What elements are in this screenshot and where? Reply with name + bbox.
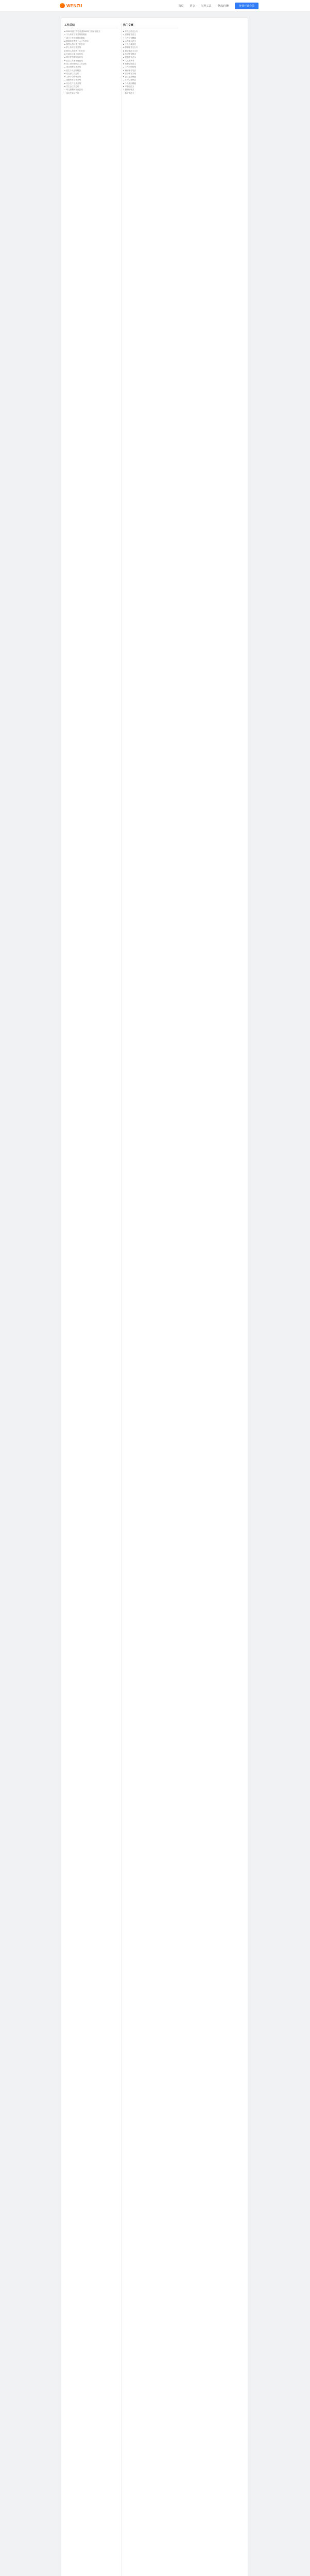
list-item-label: 学生会工作总结 [66,86,79,88]
top-nav [179,3,259,9]
left-article-list [64,30,119,95]
list-item[interactable] [123,92,178,95]
bullet-icon [64,44,65,45]
bullet-icon [123,86,124,87]
bullet-icon [123,57,124,58]
logo-mark-icon [60,3,65,8]
bullet-icon [123,80,124,81]
nav-tools[interactable]: 写作工具 [201,5,212,8]
bullet-icon [64,93,65,94]
list-item-label: 行政办公室工作总结 [66,53,83,56]
list-item-label: 学习心得体会 [125,79,136,81]
bullet-icon [123,67,124,68]
list-item-label: 述职报告开头 [125,56,136,59]
bullet-icon [123,41,124,42]
list-item-label: 部门工作总结报告模板 [66,37,85,39]
list-item-label: 工作总结结尾 [125,66,136,69]
bullet-icon [123,35,124,36]
bullet-icon [123,50,124,52]
bullet-icon [64,73,65,74]
list-item-label: 销售人员月度工作总结 [66,43,85,46]
list-item-label: 入党申请书 [125,59,134,62]
vip-button[interactable]: 免费开通会员 [235,3,259,9]
bullet-icon [64,50,65,52]
bullet-icon [123,70,124,71]
list-item-label: 调研报告写法 [125,69,136,72]
bullet-icon [123,31,124,32]
main-content [61,18,248,2576]
left-column [64,23,119,95]
bullet-icon [64,47,65,48]
site-logo[interactable] [60,3,82,8]
list-item-label: 人事专员年终总结 [66,76,81,78]
list-item-label: 会议纪要模板 [125,76,136,78]
bullet-icon [64,83,65,84]
bullet-icon [64,60,65,61]
list-item-label: 党支部工作总结 [66,72,79,75]
list-item-label: 实习生实习总结 [66,92,79,94]
bullet-icon [123,90,124,91]
bullet-icon [64,38,65,39]
bullet-icon [123,73,124,74]
nav-login[interactable]: 登录/注册 [217,5,229,8]
bullet-icon [123,38,124,39]
logo-text: WENZU [66,3,82,8]
bullet-icon [123,47,124,48]
list-item-label: 个人年度工作总结简短版 [66,33,87,36]
list-item-label: 思想汇报范文 [125,62,136,65]
list-item-label: 年终总结怎么写 [125,30,138,32]
list-item-label: 客服年度工作总结 [66,79,81,81]
bullet-icon [64,41,65,42]
nav-home[interactable]: 首页 [178,5,184,8]
bullet-icon [64,86,65,87]
list-item-label: 项目经理工作总结 [66,66,81,69]
bullet-icon [64,57,65,58]
list-item-label: 个人自我鉴定 [125,43,136,46]
right-column-title: 热门文章 [123,23,178,28]
bullet-icon [123,54,124,55]
list-item-label: 2022年度工作总结及2023年工作计划范文 [66,30,100,32]
list-item[interactable] [64,92,119,95]
list-item-label: 辞职报告怎么写 [125,46,138,49]
bullet-icon [123,60,124,61]
bullet-icon [64,90,65,91]
list-item-label: 安全生产工作总结 [66,82,81,84]
bullet-icon [64,70,65,71]
bullet-icon [123,83,124,84]
list-item-label: 班主任学期工作总结 [66,56,83,59]
list-item-label: 员工试用期转正工作总结 [66,62,87,65]
list-item-label: 求职信范文 [125,86,134,88]
list-item-label: 医生个人述职报告 [66,69,81,72]
list-item-label: 演讲稿范文大全 [125,49,138,52]
list-item-label: 心得体会范文 [125,40,136,42]
list-item-label: 工作计划模板 [125,37,136,39]
list-item-label: 实习报告格式 [125,53,136,56]
bullet-icon [64,35,65,36]
list-item-label: 教师年度考核个人工作总结 [66,40,89,42]
bullet-icon [123,63,124,64]
bullet-icon [123,44,124,45]
bullet-icon [123,93,124,94]
bullet-icon [64,63,65,64]
left-column-title: 工作总结 [64,23,119,28]
bullet-icon [64,80,65,81]
list-item-label: 护士年终工作总结 [66,46,81,49]
list-item-label: 检讨书范文 [125,92,134,94]
bullet-icon [64,31,65,32]
column-divider [121,23,122,2576]
bullet-icon [64,67,65,68]
top-bar [0,0,310,11]
list-item-label: 财务人员年终工作总结 [66,49,85,52]
list-item-label: 幼儿园教师工作总结 [66,89,83,91]
list-item-label: 活动策划方案 [125,72,136,75]
bullet-icon [64,54,65,55]
nav-docs[interactable]: 范文 [190,5,195,8]
list-item-label: 感谢信格式 [125,89,134,91]
bullet-icon [64,76,65,77]
list-item-label: 社区工作者年度总结 [66,59,83,62]
bullet-icon [123,76,124,77]
list-item-label: 述职报告范文 [125,33,136,36]
list-item-label: 个人简历模板 [125,82,136,84]
right-column [123,23,178,95]
right-article-list [123,30,178,95]
